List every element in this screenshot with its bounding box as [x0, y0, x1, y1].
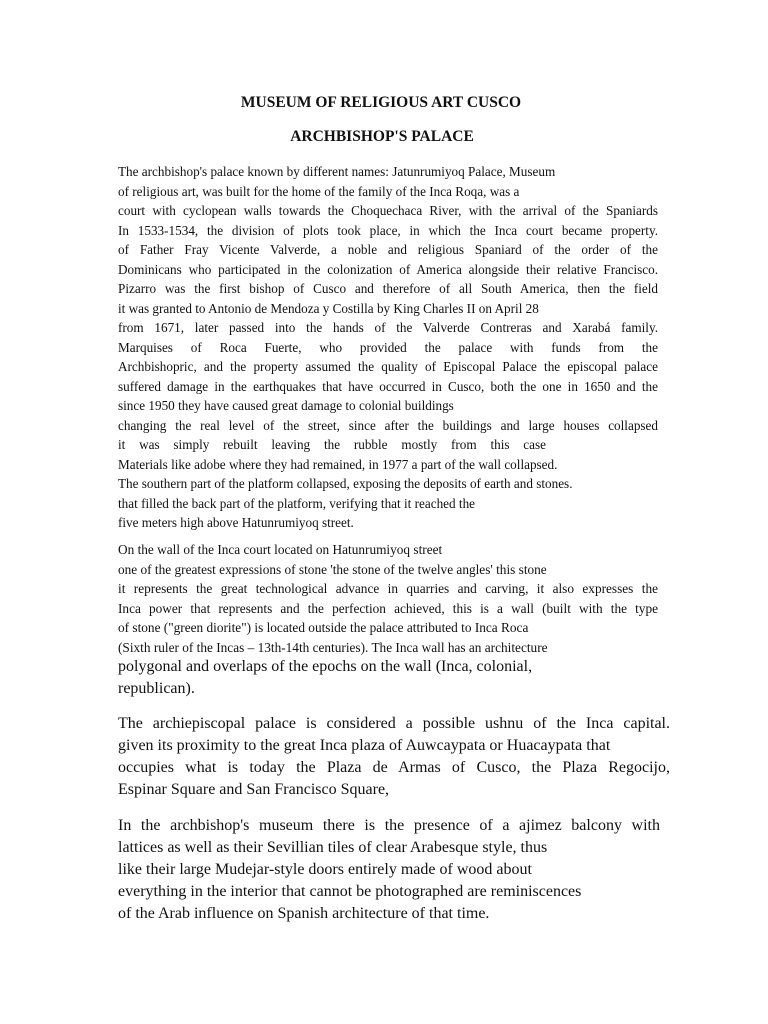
text-line: lattices as well as their Sevillian tiles of clear Arabesque style, thus: [118, 839, 548, 856]
text-line: The archbishop's palace known by different names: Jatunrumiyoq Palace, Museum: [118, 164, 556, 179]
text-line: Materials like adobe where they had remained, in 1977 a part of the wall collapsed.: [118, 456, 558, 472]
text-line: of the Arab influence on Spanish architecture of that time.: [118, 905, 490, 922]
text-line: it represents the great technological advance in quarries and carving, it also expresses the: [118, 581, 658, 596]
text-line: Pizarro was the first bishop of Cusco and therefore of all South America, then the field: [118, 281, 658, 296]
text-line: Dominicans who participated in the colonization of America alongside their relative Francisco.: [118, 261, 658, 277]
text-line: Inca power that represents and the perfection achieved, this is a wall (built with the type: [118, 600, 658, 616]
text-line: Marquises of Roca Fuerte, who provided the palace with funds from the: [118, 339, 658, 355]
paragraph-arab-influence: [118, 815, 660, 925]
text-line: Espinar Square and San Francisco Square,: [118, 781, 390, 798]
text-line: republican).: [118, 680, 195, 697]
text-line: In 1533-1534, the division of plots took place, in which the Inca court became property.: [118, 222, 658, 238]
text-line: given its proximity to the great Inca plaza of Auwcaypata or Huacaypata that: [118, 737, 611, 754]
text-line: one of the greatest expressions of stone 'the stone of the twelve angles' this stone: [118, 561, 547, 577]
text-line: of stone ("green diorite") is located outside the palace attributed to Inca Roca: [118, 620, 529, 635]
text-line: occupies what is today the Plaza de Armas of Cusco, the Plaza Regocijo,: [118, 759, 670, 776]
text-line: On the wall of the Inca court located on Hatunrumiyoq street: [118, 542, 443, 557]
text-line: it was simply rebuilt leaving the rubble mostly from this case: [118, 437, 546, 452]
paragraph-inca-wall: [118, 540, 658, 657]
text-line: five meters high above Hatunrumiyoq street.: [118, 515, 354, 530]
text-line: since 1950 they have caused great damage to colonial buildings: [118, 398, 454, 413]
text-line: of religious art, was built for the home of the family of the Inca Roqa, was a: [118, 183, 520, 199]
paragraph-history: [118, 162, 658, 533]
text-line: suffered damage in the earthquakes that have occurred in Cusco, both the one in 1650 and the: [118, 378, 658, 394]
text-line: from 1671, later passed into the hands of the Valverde Contreras and Xarabá family.: [118, 320, 658, 335]
text-line: court with cyclopean walls towards the Choquechaca River, with the arrival of the Spaniards: [118, 203, 658, 218]
document-title: MUSEUM OF RELIGIOUS ART CUSCO: [240, 94, 522, 111]
paragraph-ushnu: [118, 713, 670, 801]
text-line: changing the real level of the street, since after the buildings and large houses collapsed: [118, 417, 658, 433]
text-line: The archiepiscopal palace is considered a possible ushnu of the Inca capital.: [118, 715, 670, 732]
text-line: that filled the back part of the platform, verifying that it reached the: [118, 495, 476, 511]
text-line: Archbishopric, and the property assumed the quality of Episcopal Palace the episcopal palace: [118, 359, 658, 374]
paragraph-inca-wall-continued: [118, 656, 670, 700]
document-subtitle: ARCHBISHOP'S PALACE: [290, 128, 474, 145]
text-line: like their large Mudejar-style doors entirely made of wood about: [118, 861, 532, 878]
text-line: of Father Fray Vicente Valverde, a noble and religious Spaniard of the order of the: [118, 242, 658, 257]
text-line: In the archbishop's museum there is the presence of a ajimez balcony with: [118, 817, 660, 834]
text-line: it was granted to Antonio de Mendoza y Costilla by King Charles II on April 28: [118, 300, 539, 316]
text-line: polygonal and overlaps of the epochs on the wall (Inca, colonial,: [118, 658, 533, 675]
text-line: everything in the interior that cannot be photographed are reminiscences: [118, 883, 582, 900]
text-line: (Sixth ruler of the Incas – 13th-14th centuries). The Inca wall has an architecture: [118, 639, 548, 655]
text-line: The southern part of the platform collapsed, exposing the deposits of earth and stones.: [118, 476, 573, 491]
